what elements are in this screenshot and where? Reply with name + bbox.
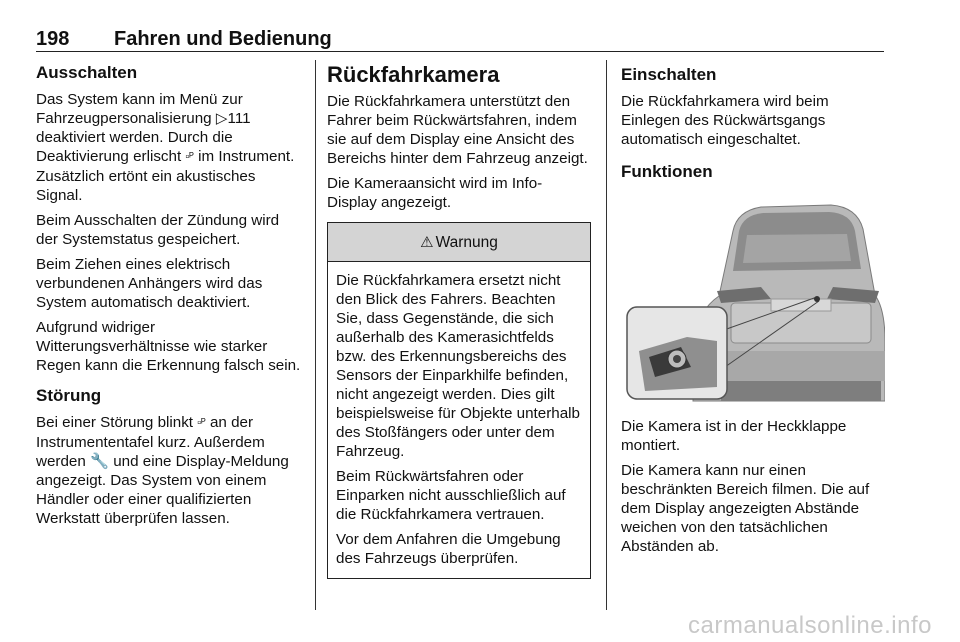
warning-header — [328, 223, 590, 262]
paragraph: Beim Ziehen eines elektrisch verbundenen Anhängers wird das System automatisch deaktiviert. — [36, 256, 263, 311]
paragraph: Die Rückfahrkamera ersetzt nicht den Blick des Fahrers. Beachten Sie, dass Gegenstände, die sich außerhalb des Kamerasichtfelds bzw. des Erkennungsbereichs des Sensors der Einparkhilfe befinden, nicht angezeigt werden. Dies gilt beispielsweise für Objekte unterhalb des Stoßfängers oder unter dem Fahrzeug. — [336, 272, 580, 460]
chapter-title: Fahren und Bedienung — [114, 28, 332, 50]
paragraph: Beim Rückwärtsfahren oder Einparken nicht ausschließlich auf die Rückfahrkamera vertrauen. — [336, 468, 566, 523]
rear-camera-illustration — [621, 191, 885, 403]
header-divider — [36, 51, 884, 52]
paragraph: Das System kann im Menü zur Fahrzeugpersonalisierung ▷111 deaktiviert werden. Durch die Deaktivierung erlischt ▫ᴾ im Instrument. Zusätzlich ertönt ein akustisches Signal. — [36, 91, 295, 204]
column-divider — [606, 60, 607, 610]
paragraph: Die Kamera kann nur einen beschränkten Bereich filmen. Die auf dem Display angezeigten Abstände weichen von den tatsächlichen Abständen ab. — [621, 462, 870, 555]
paragraph: Die Kameraansicht wird im Info-Display angezeigt. — [327, 175, 543, 211]
warning-box — [327, 222, 591, 579]
paragraph: Beim Ausschalten der Zündung wird der Systemstatus gespeichert. — [36, 212, 280, 248]
heading-ausschalten: Ausschalten — [36, 63, 138, 82]
column-left — [36, 62, 304, 534]
section-title: Rückfahrkamera — [327, 62, 500, 87]
heading-funktionen: Funktionen — [621, 162, 713, 181]
paragraph: Aufgrund widriger Witterungsverhältnisse wie starker Regen kann die Erkennung falsch sein. — [36, 319, 301, 374]
warning-body — [328, 262, 590, 578]
parking-assist-icon: ▫ᴾ — [197, 417, 206, 429]
wrench-icon: 🔧 — [90, 453, 109, 470]
page-number: 198 — [36, 28, 70, 50]
warning-triangle-icon: ⚠ — [420, 233, 434, 251]
reference-arrow-icon: ▷ — [215, 110, 228, 127]
paragraph: Die Kamera ist in der Heckklappe montiert. — [621, 418, 847, 454]
column-divider — [315, 60, 316, 610]
parking-assist-icon: ▫ᴾ — [185, 151, 194, 163]
page-header — [36, 28, 884, 50]
warning-title: Warnung — [435, 233, 498, 251]
heading-einschalten: Einschalten — [621, 65, 717, 84]
heading-stoerung: Störung — [36, 386, 102, 405]
paragraph: Bei einer Störung blinkt ▫ᴾ an der Instrumententafel kurz. Außerdem werden 🔧 und eine Display-Meldung angezeigt. Das System von einem Händler oder einer qualifizierten Werkstatt überprüfen lassen. — [36, 414, 289, 527]
paragraph: Vor dem Anfahren die Umgebung des Fahrzeugs überprüfen. — [336, 531, 561, 567]
page-reference[interactable]: 111 — [227, 110, 251, 127]
watermark: carmanualsonline.info — [688, 612, 932, 639]
paragraph: Die Rückfahrkamera wird beim Einlegen des Rückwärtsgangs automatisch eingeschaltet. — [621, 93, 829, 148]
paragraph: Die Rückfahrkamera unterstützt den Fahrer beim Rückwärtsfahren, indem sie auf dem Display eine Ansicht des Bereichs hinter dem Fahrzeug anzeigt. — [327, 93, 588, 167]
column-right — [621, 62, 887, 562]
column-middle — [327, 62, 591, 579]
